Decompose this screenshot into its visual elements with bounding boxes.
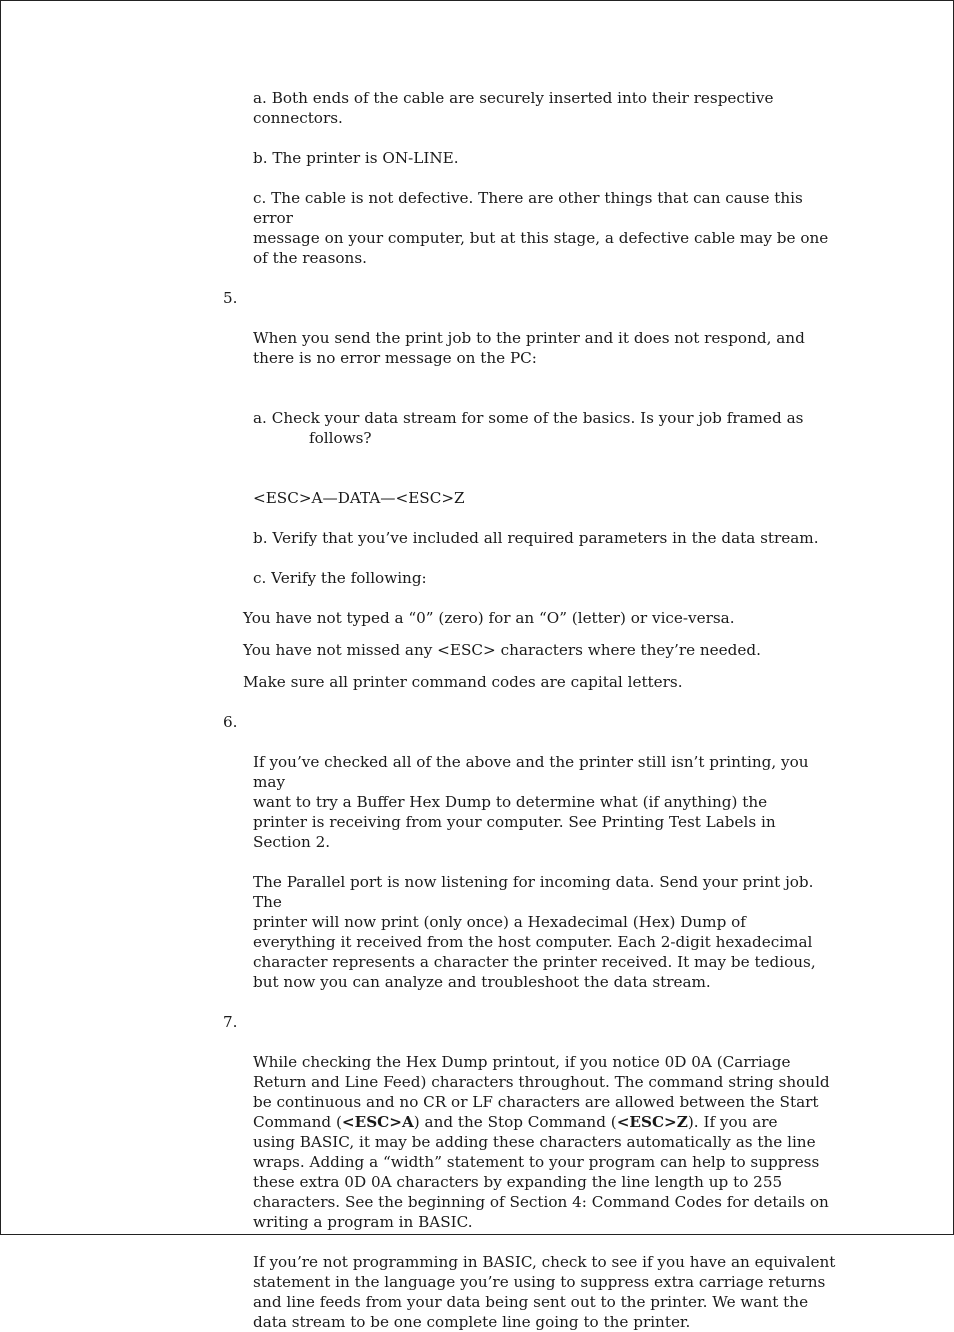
item5-sub-a <box>253 388 843 468</box>
item-text: If you’ve checked all of the above and the printer still isn’t printing, you may want to try a Buffer Hex Dump to determine what (if anything) the printer is receiving from your computer. See Printing Test Labels in Section 2. <box>253 753 809 851</box>
item5-sub-a-line2: follows? <box>309 429 372 447</box>
item5-sub-a-line1: a. Check your data stream for some of the basics. Is your job framed as <box>253 409 804 427</box>
item5-sub-c: c. Verify the following: <box>253 569 427 587</box>
item-number: 6. <box>223 713 238 731</box>
list-item-7 <box>223 1012 843 1232</box>
item-text-part3: ). If you are using BASIC, it may be adding these characters automatically as the line wraps. Adding a “width” statement to your program can help to suppress these extra 0D 0A characters by expanding the line length up to 255 characters. See the beginning of Section 4: Command Codes for details on writing a program in BASIC. <box>253 1113 829 1231</box>
framing-example: <ESC>A—DATA—<ESC>Z <box>253 489 465 507</box>
item5-sub-b: b. Verify that you’ve included all required parameters in the data stream. <box>253 529 819 547</box>
item-text: When you send the print job to the printer and it does not respond, and there is no error message on the PC: <box>253 329 805 367</box>
list-item-6 <box>223 712 843 852</box>
document-body <box>223 88 843 1332</box>
item-number: 5. <box>223 289 238 307</box>
item7-paragraph-2: If you’re not programming in BASIC, check to see if you have an equivalent statement in the language you’re using to suppress extra carriage returns and line feeds from your data being sent out to the printer. We want the data stream to be one complete line going to the printer. <box>253 1253 836 1331</box>
item-text-part2: ) and the Stop Command ( <box>413 1113 617 1131</box>
item4-sub-c: c. The cable is not defective. There are other things that can cause this error message on your computer, but at this stage, a defective cable may be one of the reasons. <box>253 189 829 267</box>
item-text-part1: While checking the Hex Dump printout, if you notice 0D 0A (Carriage Return and Line Feed) characters throughout. The command string should be continuous and no CR or LF characters are allowed between the Start Command ( <box>253 1053 830 1131</box>
item6-paragraph-2: The Parallel port is now listening for incoming data. Send your print job. The printer will now print (only once) a Hexadecimal (Hex) Dump of everything it received from the host computer. Each 2-digit hexadecimal character represents a character the printer received. It may be tedious, but now you can analyze and troubleshoot the data stream. <box>253 873 816 991</box>
start-command: <ESC>A <box>341 1113 414 1131</box>
stop-command: <ESC>Z <box>616 1113 688 1131</box>
item4-sub-a: a. Both ends of the cable are securely inserted into their respective connectors. <box>253 89 774 127</box>
check-item-2: You have not missed any <ESC> characters where they’re needed. <box>243 641 761 659</box>
check-item-3: Make sure all printer command codes are capital letters. <box>243 673 683 691</box>
check-item-1: You have not typed a “0” (zero) for an “O” (letter) or vice-versa. <box>243 609 735 627</box>
item-number: 7. <box>223 1013 238 1031</box>
list-item-5 <box>223 288 843 368</box>
item4-sub-b: b. The printer is ON-LINE. <box>253 149 459 167</box>
